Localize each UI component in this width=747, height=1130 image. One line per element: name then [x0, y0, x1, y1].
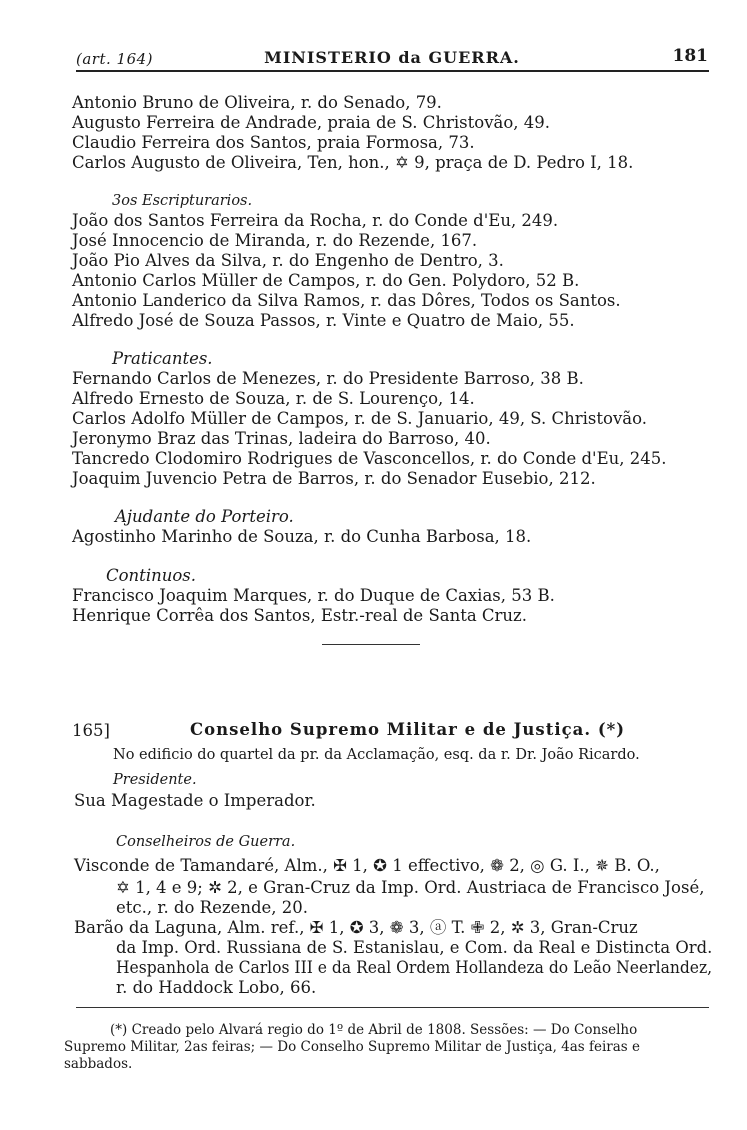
entry-line: João Pio Alves da Silva, r. do Engenho de Dentro, 3.: [72, 251, 504, 270]
entry-line: Fernando Carlos de Menezes, r. do Presidente Barroso, 38 B.: [72, 369, 584, 388]
entry-line: Henrique Corrêa dos Santos, Estr.-real de Santa Cruz.: [72, 606, 527, 625]
footnote-rule: [76, 1007, 709, 1008]
entry-line: Antonio Landerico da Silva Ramos, r. das Dôres, Todos os Santos.: [72, 291, 621, 310]
entry-line: ✡ 1, 4 e 9; ✲ 2, e Gran-Cruz da Imp. Ord. Austriaca de Francisco José,: [116, 878, 705, 897]
footnote-line: Supremo Militar, 2as feiras; — Do Conselho Supremo Militar de Justiça, 4as feiras e: [64, 1039, 641, 1055]
entry-line: Francisco Joaquim Marques, r. do Duque de Caxias, 53 B.: [72, 586, 555, 605]
article-reference: (art. 164): [76, 50, 154, 68]
entry-line: etc., r. do Rezende, 20.: [116, 898, 309, 917]
header-rule: [76, 70, 709, 72]
page-header: [76, 42, 708, 68]
entry-line: Alfredo José de Souza Passos, r. Vinte e Quatro de Maio, 55.: [72, 311, 575, 330]
entry-line: Tancredo Clodomiro Rodrigues de Vasconcellos, r. do Conde d'Eu, 245.: [72, 449, 667, 468]
section-heading-escripturarios: 3os Escripturarios.: [112, 193, 253, 209]
running-title: MINISTERIO da GUERRA.: [264, 48, 520, 67]
entry-line: Alfredo Ernesto de Souza, r. de S. Lourenço, 14.: [72, 389, 475, 408]
entry-line: Claudio Ferreira dos Santos, praia Formosa, 73.: [72, 133, 475, 152]
section-heading-praticantes: Praticantes.: [112, 349, 213, 368]
entry-line: Augusto Ferreira de Andrade, praia de S. Christovão, 49.: [72, 113, 551, 132]
section-title: Conselho Supremo Militar e de Justiça. (*): [190, 720, 626, 739]
conselheiros-heading: Conselheiros de Guerra.: [116, 834, 296, 850]
section-number: 165]: [72, 721, 110, 740]
entry-line: r. do Haddock Lobo, 66.: [116, 978, 317, 997]
section-location: No edificio do quartel da pr. da Acclamação, esq. da r. Dr. João Ricardo.: [113, 747, 640, 763]
section-heading-continuos: Continuos.: [106, 566, 196, 585]
presidente-name: Sua Magestade o Imperador.: [74, 791, 316, 810]
entry-line: José Innocencio de Miranda, r. do Rezende, 167.: [72, 231, 478, 250]
entry-line: Joaquim Juvencio Petra de Barros, r. do Senador Eusebio, 212.: [72, 469, 596, 488]
entry-line: Carlos Augusto de Oliveira, Ten, hon., ✡ 9, praça de D. Pedro I, 18.: [72, 153, 634, 172]
section-heading-ajudante: Ajudante do Porteiro.: [115, 507, 294, 526]
presidente-heading: Presidente.: [113, 772, 197, 788]
entry-line: Carlos Adolfo Müller de Campos, r. de S. Januario, 49, S. Christovão.: [72, 409, 648, 428]
footnote-line: sabbados.: [64, 1056, 133, 1072]
entry-line: Visconde de Tamandaré, Alm., ✠ 1, ✪ 1 effectivo, ❁ 2, ◎ G. I., ✵ B. O.,: [74, 856, 660, 875]
footnote-line: (*) Creado pelo Alvará regio do 1º de Abril de 1808. Sessões: — Do Conselho: [110, 1022, 638, 1038]
section-divider: [322, 644, 420, 645]
entry-line: Antonio Bruno de Oliveira, r. do Senado, 79.: [72, 93, 442, 112]
entry-line: Antonio Carlos Müller de Campos, r. do Gen. Polydoro, 52 B.: [72, 271, 580, 290]
entry-line: Agostinho Marinho de Souza, r. do Cunha Barbosa, 18.: [72, 527, 532, 546]
entry-line: João dos Santos Ferreira da Rocha, r. do Conde d'Eu, 249.: [72, 211, 559, 230]
page-number: 181: [672, 46, 708, 66]
entry-line: Jeronymo Braz das Trinas, ladeira do Barroso, 40.: [72, 429, 491, 448]
entry-line: da Imp. Ord. Russiana de S. Estanislau, e Com. da Real e Distincta Ord.: [116, 938, 713, 957]
entry-line: Hespanhola de Carlos III e da Real Ordem Hollandeza do Leão Neerlandez,: [116, 958, 713, 977]
entry-line: Barão da Laguna, Alm. ref., ✠ 1, ✪ 3, ❁ 3, ⓐ T. ✙ 2, ✲ 3, Gran-Cruz: [74, 918, 638, 937]
